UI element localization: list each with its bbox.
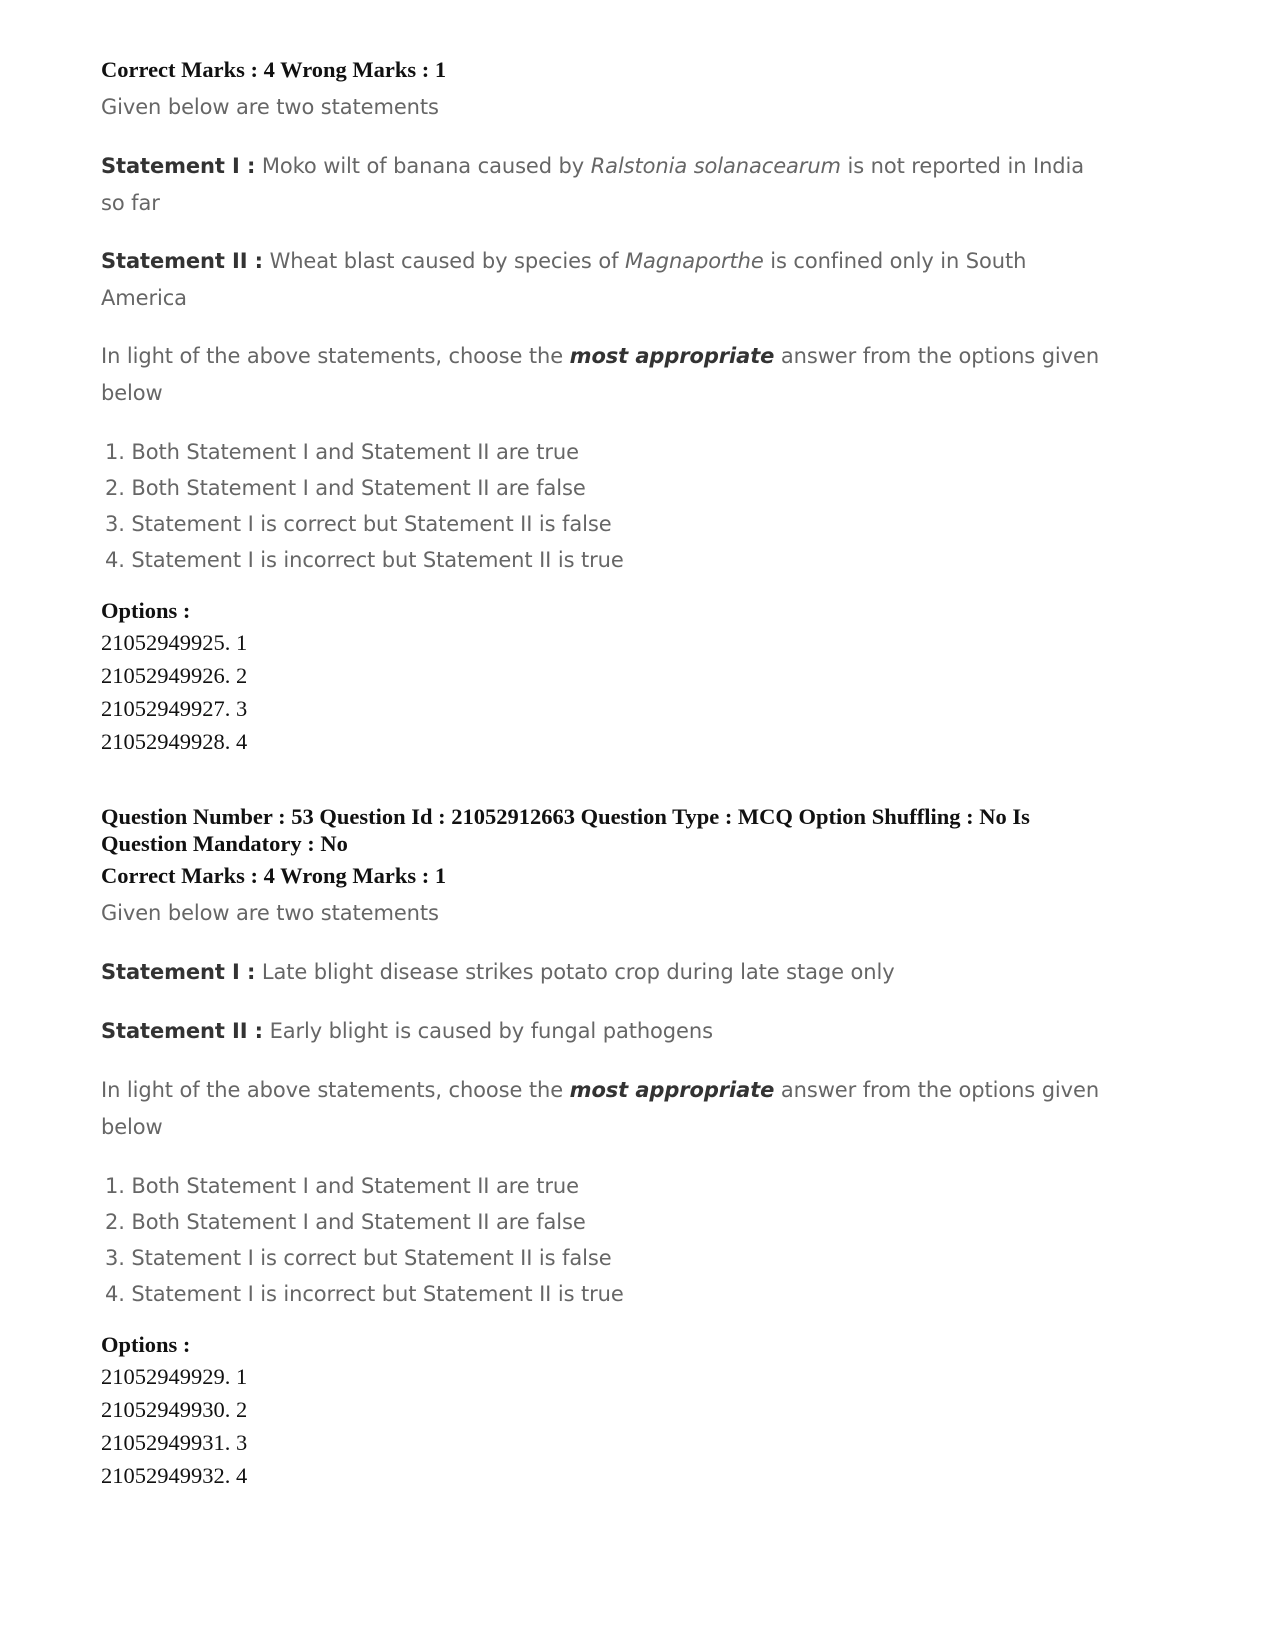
q52-prompt [101, 338, 1101, 412]
option-id: 21052949927. 3 [101, 696, 248, 721]
q52-intro: Given below are two statements [101, 95, 439, 119]
prompt-text: In light of the above statements, choose the [101, 1078, 564, 1102]
statement-label: Statement I : [101, 960, 256, 984]
q52-options-label: Options : [101, 598, 191, 623]
option-id: 21052949926. 2 [101, 663, 248, 688]
q53-options-label: Options : [101, 1332, 191, 1357]
q52-statement-2 [101, 243, 1061, 317]
option-id: 21052949925. 1 [101, 630, 248, 655]
prompt-emphasis: most appropriate [569, 1078, 775, 1102]
q53-options [101, 1360, 247, 1492]
list-item: 2. Both Statement I and Statement II are false [105, 1210, 586, 1234]
option-id: 21052949929. 1 [101, 1364, 248, 1389]
list-item: 1. Both Statement I and Statement II are true [105, 440, 579, 464]
prompt-emphasis: most appropriate [569, 344, 775, 368]
q53-prompt [101, 1072, 1101, 1146]
q53-statement-2 [101, 1013, 1111, 1050]
list-item: 3. Statement I is correct but Statement II is false [105, 512, 612, 536]
option-id: 21052949932. 4 [101, 1463, 248, 1488]
q52-statement-1 [101, 148, 1111, 222]
statement-text: Early blight is caused by fungal pathogens [269, 1019, 713, 1043]
statement-text: Moko wilt of banana caused by [261, 154, 585, 178]
q53-statement-1 [101, 954, 1111, 991]
statement-text: Late blight disease strikes potato crop during late stage only [261, 960, 895, 984]
statement-text: Wheat blast caused by species of [269, 249, 619, 273]
statement-text: is not reported in India so far [101, 154, 1085, 215]
option-id: 21052949928. 4 [101, 729, 248, 754]
list-item: 1. Both Statement I and Statement II are true [105, 1174, 579, 1198]
option-id: 21052949930. 2 [101, 1397, 248, 1422]
list-item: 4. Statement I is incorrect but Statement II is true [105, 548, 624, 572]
prompt-text: answer from the options given below [101, 1078, 1100, 1139]
statement-label: Statement II : [101, 249, 263, 273]
q53-intro: Given below are two statements [101, 901, 439, 925]
list-item: 2. Both Statement I and Statement II are false [105, 476, 586, 500]
list-item: 3. Statement I is correct but Statement II is false [105, 1246, 612, 1270]
list-item: 4. Statement I is incorrect but Statement II is true [105, 1282, 624, 1306]
q52-options [101, 626, 247, 758]
q53-header: Question Number : 53 Question Id : 21052912663 Question Type : MCQ Option Shuffling : No Is Question Mandatory : No [101, 804, 1030, 856]
statement-label: Statement II : [101, 1019, 263, 1043]
species-name: Ralstonia solanacearum [590, 154, 841, 178]
q52-marks: Correct Marks : 4 Wrong Marks : 1 [101, 57, 447, 82]
statement-label: Statement I : [101, 154, 256, 178]
q52-choice-list [101, 434, 624, 578]
q53-choice-list [101, 1168, 624, 1312]
option-id: 21052949931. 3 [101, 1430, 248, 1455]
q53-marks: Correct Marks : 4 Wrong Marks : 1 [101, 863, 447, 888]
prompt-text: In light of the above statements, choose the [101, 344, 564, 368]
prompt-text: answer from the options given below [101, 344, 1100, 405]
genus-name: Magnaporthe [624, 249, 764, 273]
statement-text: is confined only in South America [101, 249, 1027, 310]
